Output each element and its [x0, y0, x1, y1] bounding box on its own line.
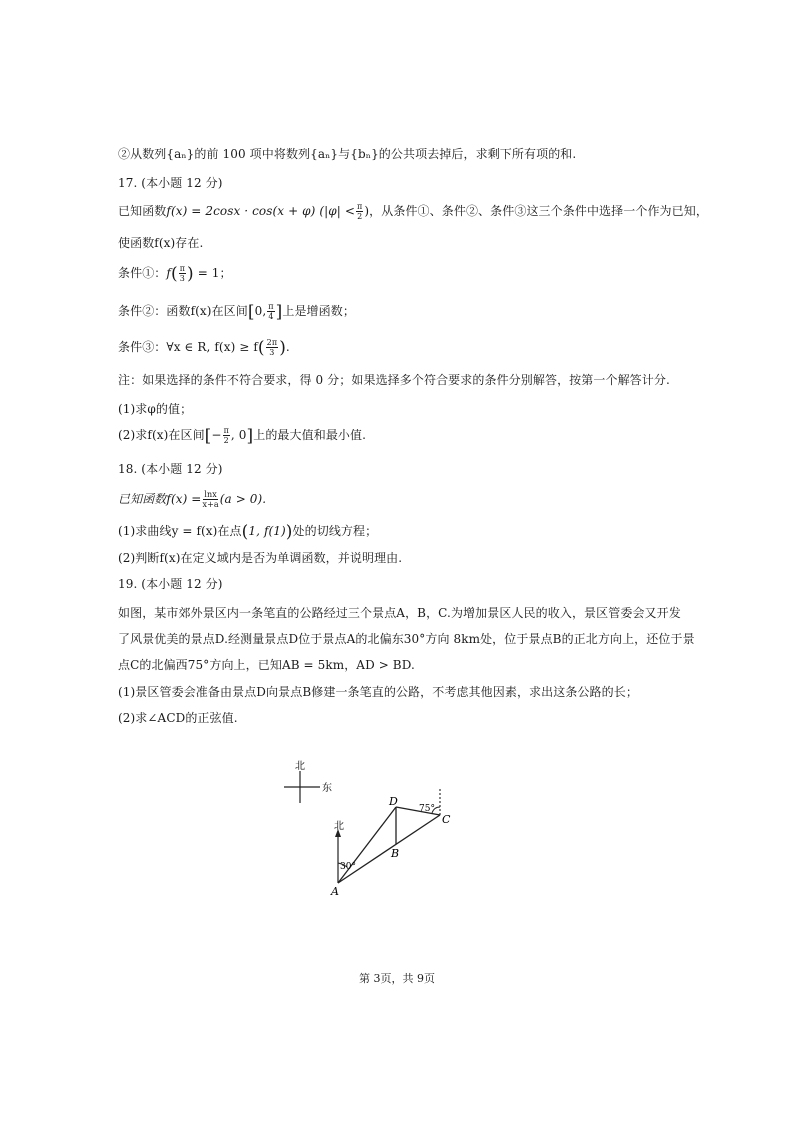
q19-part-2: (2)求∠ACD的正弦值. [118, 711, 238, 725]
point-label-a: A [331, 885, 339, 898]
q17-intro-cont: 使函数f(x)存在. [118, 236, 204, 250]
geometry-figure [270, 755, 470, 905]
q19-heading: 19. (本小题 12 分) [118, 577, 223, 591]
previous-question-part: ②从数列{aₙ}的前 100 项中将数列{aₙ}与{bₙ}的公共项去掉后，求剩下所有项的和. [118, 147, 577, 161]
north-label: 北 [334, 821, 344, 832]
q19-line-2: 了风景优美的景点D.经测量景点D位于景点A的北偏东30°方向 8km处，位于景点B的正北方向上，还位于景 [118, 632, 695, 646]
q17-condition-2: 条件②：函数f(x)在区间[0, $\frac{\pi}{4}$ ]上是增函数； [118, 302, 355, 322]
q17-part-2: (2)求f(x)在区间[− $\frac{\pi}{2}$ , 0]上的最大值和最小值. [118, 426, 367, 446]
point-label-d: D [389, 795, 398, 808]
q17-intro: 已知函数f(x) = 2cosx · cos(x + φ) (|φ| < $\frac{\pi}{2}$ )，从条件①、条件②、条件③这三个条件中选择一个作为已知， [118, 202, 708, 221]
q17-condition-1: 条件①：f( $\frac{\pi}{3}$ ) = 1； [118, 264, 232, 284]
compass-north-label: 北 [295, 761, 305, 772]
segment-ac [338, 815, 440, 883]
q19-part-1: (1)景区管委会准备由景点D向景点B修建一条笔直的公路，不考虑其他因素，求出这条公路的长； [118, 685, 638, 699]
compass-icon [284, 771, 320, 803]
q17-condition-3: 条件③：∀x ∈ R, f(x) ≥ f( $\frac{2\pi}{3}$ ). [118, 338, 290, 358]
q18-intro: 已知函数f(x) = $\frac{\ln x}{x+a}$ (a > 0). [118, 490, 267, 509]
q17-part-1: (1)求φ的值； [118, 402, 193, 416]
q19-line-1: 如图，某市郊外景区内一条笔直的公路经过三个景点A，B，C.为增加景区人民的收入，景区管委会又开发 [118, 606, 681, 620]
angle-label-30: 30° [340, 862, 356, 872]
q18-heading: 18. (本小题 12 分) [118, 462, 223, 476]
q17-note: 注：如果选择的条件不符合要求，得 0 分；如果选择多个符合要求的条件分别解答，按第一个解答计分. [118, 373, 670, 387]
compass-east-label: 东 [322, 783, 332, 794]
q18-part-2: (2)判断f(x)在定义域内是否为单调函数，并说明理由. [118, 551, 403, 565]
q17-heading: 17. (本小题 12 分) [118, 176, 223, 190]
point-label-b: B [391, 847, 400, 860]
angle-label-75: 75° [419, 804, 435, 814]
q18-part-1: (1)求曲线y = f(x)在点(1, f(1))处的切线方程； [118, 522, 378, 542]
page-footer: 第 3页，共 9页 [359, 972, 435, 985]
q19-line-3: 点C的北偏西75°方向上，已知AB = 5km，AD > BD. [118, 658, 415, 672]
point-label-c: C [442, 813, 451, 826]
